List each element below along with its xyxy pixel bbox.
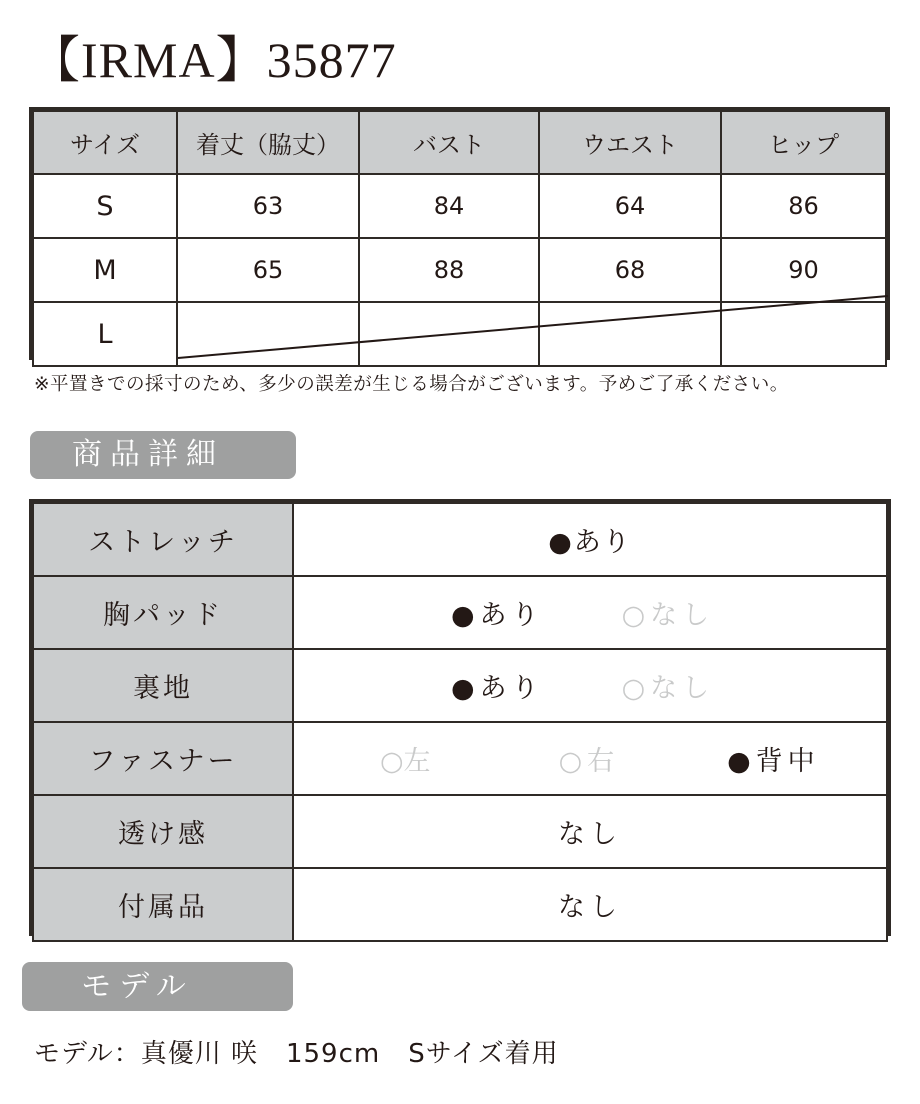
option-unselected: ○左 <box>380 746 431 777</box>
detail-row-sheerness <box>33 795 887 868</box>
detail-row-stretch <box>33 503 887 576</box>
option-selected: ●あり <box>451 600 544 631</box>
detail-label: ファスナー <box>33 722 293 795</box>
detail-value <box>293 868 887 941</box>
option-unselected: ○右 <box>558 746 620 777</box>
size-cell: S <box>33 174 177 238</box>
bust-cell <box>359 302 539 366</box>
model-size-worn: Sサイズ着用 <box>408 1039 559 1069</box>
length-cell <box>177 302 359 366</box>
table-row <box>33 238 886 302</box>
section-label-details: 商品詳細 <box>30 431 296 479</box>
table-row <box>33 302 886 366</box>
option-unselected: ○なし <box>621 600 715 631</box>
detail-row-accessories <box>33 868 887 941</box>
waist-cell: 68 <box>539 238 721 302</box>
option-selected: ●あり <box>548 527 632 558</box>
detail-value <box>293 503 887 576</box>
section-label-model: モデル <box>22 962 293 1011</box>
product-details-table <box>29 499 891 936</box>
header-waist: ウエスト <box>539 111 721 174</box>
size-cell: L <box>33 302 177 366</box>
measurement-note: ※平置きでの採寸のため、多少の誤差が生じる場合がございます。予めご了承ください。 <box>34 374 789 395</box>
detail-label: 胸パッド <box>33 576 293 649</box>
option-selected: ●背中 <box>727 746 820 777</box>
waist-cell <box>539 302 721 366</box>
header-size: サイズ <box>33 111 177 174</box>
waist-cell: 64 <box>539 174 721 238</box>
model-name: モデル：真優川 咲 <box>34 1039 258 1069</box>
option-unselected: ○なし <box>621 673 715 704</box>
detail-label: 裏地 <box>33 649 293 722</box>
option-value: なし <box>558 892 622 923</box>
detail-row-lining <box>33 649 887 722</box>
detail-value <box>293 722 887 795</box>
length-cell: 65 <box>177 238 359 302</box>
detail-row-bust-pad <box>33 576 887 649</box>
hip-cell <box>721 302 886 366</box>
header-hip: ヒップ <box>721 111 886 174</box>
size-table-header-row <box>33 111 886 174</box>
detail-value <box>293 795 887 868</box>
header-length: 着丈（脇丈） <box>177 111 359 174</box>
detail-row-zipper <box>33 722 887 795</box>
product-title: 【IRMA】35877 <box>30 32 397 88</box>
bust-cell: 88 <box>359 238 539 302</box>
hip-cell: 90 <box>721 238 886 302</box>
detail-value <box>293 649 887 722</box>
detail-label: 付属品 <box>33 868 293 941</box>
hip-cell: 86 <box>721 174 886 238</box>
model-info <box>34 1033 559 1070</box>
size-cell: M <box>33 238 177 302</box>
size-chart-table <box>29 107 890 360</box>
model-height: 159cm <box>285 1039 381 1069</box>
table-row <box>33 174 886 238</box>
length-cell: 63 <box>177 174 359 238</box>
option-selected: ●あり <box>451 673 544 704</box>
header-bust: バスト <box>359 111 539 174</box>
detail-label: 透け感 <box>33 795 293 868</box>
detail-label: ストレッチ <box>33 503 293 576</box>
bust-cell: 84 <box>359 174 539 238</box>
detail-value <box>293 576 887 649</box>
option-value: なし <box>558 819 622 850</box>
